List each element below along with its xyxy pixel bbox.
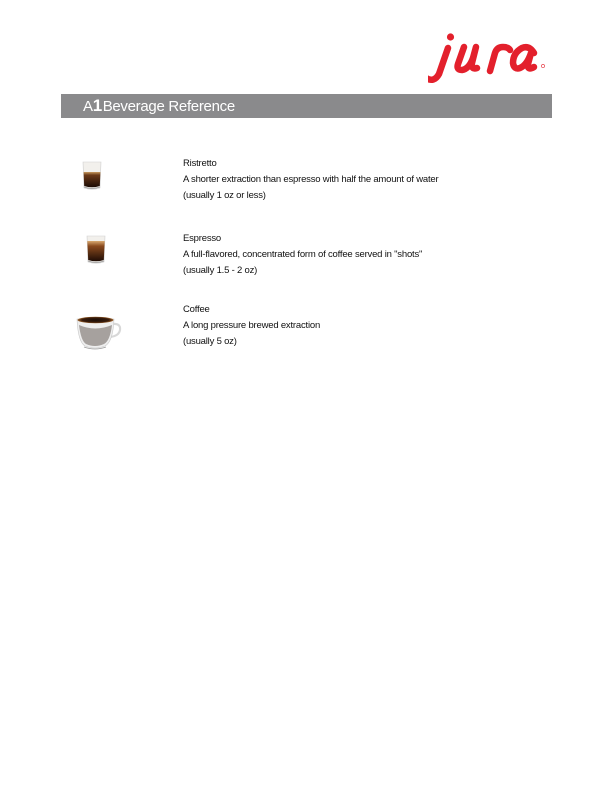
beverage-amount: (usually 1 oz or less) (183, 190, 266, 201)
espresso-glass-icon (84, 235, 108, 265)
beverage-description: A long pressure brewed extraction (183, 320, 321, 331)
beverage-name: Ristretto (183, 158, 217, 169)
beverage-amount: (usually 5 oz) (183, 336, 237, 347)
beverage-description: A shorter extraction than espresso with half the amount of water (183, 174, 439, 185)
beverage-name: Espresso (183, 233, 222, 244)
ristretto-glass-icon (80, 161, 104, 191)
coffee-cup-icon (75, 312, 123, 352)
section-number: 1 (92, 96, 102, 115)
beverage-description: A full-flavored, concentrated form of coffee served in "shots" (183, 249, 423, 260)
beverage-amount: (usually 1.5 - 2 oz) (183, 265, 258, 276)
section-header-bar (61, 94, 552, 118)
section-prefix: A (83, 97, 93, 115)
beverage-name: Coffee (183, 304, 210, 315)
jura-logo (428, 26, 556, 84)
section-title: Beverage Reference (102, 97, 235, 115)
